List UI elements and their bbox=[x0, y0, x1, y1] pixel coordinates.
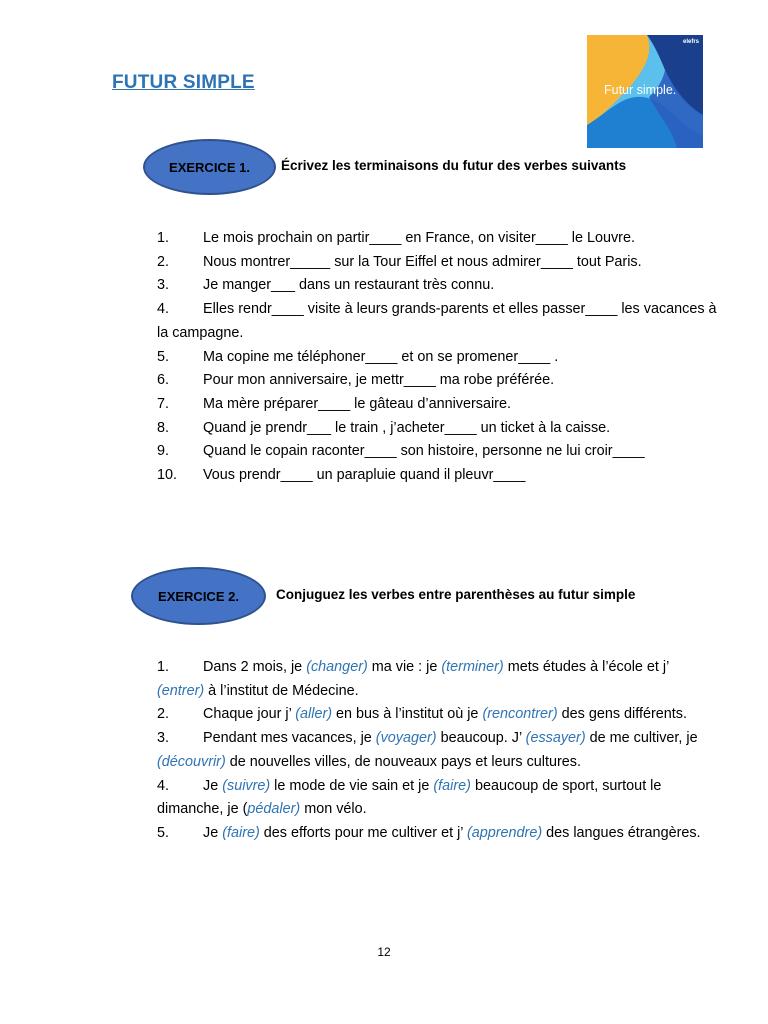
item-number: 3. bbox=[157, 730, 170, 747]
verb-infinitive: (voyager) bbox=[375, 730, 437, 747]
item-text: des gens différents. bbox=[557, 706, 687, 723]
item-text: Quand je prendr___ le train , j’acheter____ un ticket à la caisse. bbox=[203, 419, 611, 436]
list-item bbox=[157, 727, 717, 774]
item-text: Nous montrer_____ sur la Tour Eiffel et nous admirer____ tout Paris. bbox=[203, 253, 642, 270]
item-number: 4. bbox=[157, 301, 170, 318]
list-item bbox=[157, 440, 717, 464]
verb-infinitive: (suivre) bbox=[222, 777, 271, 794]
item-number: 10. bbox=[157, 467, 178, 484]
list-item bbox=[157, 775, 717, 822]
item-number: 5. bbox=[157, 824, 170, 841]
list-item bbox=[157, 251, 717, 275]
item-text: de me cultiver, je bbox=[585, 730, 698, 747]
item-text: Vous prendr____ un parapluie quand il pleuvr____ bbox=[203, 467, 526, 484]
item-number: 8. bbox=[157, 419, 170, 436]
item-number: 1. bbox=[157, 230, 170, 246]
item-number: 2. bbox=[157, 706, 170, 723]
item-text: Ma copine me téléphoner____ et on se promener____ . bbox=[203, 348, 559, 365]
verb-infinitive: (terminer) bbox=[441, 659, 504, 675]
item-text: Je bbox=[203, 824, 223, 841]
list-item bbox=[157, 822, 717, 846]
verb-infinitive: (entrer) bbox=[157, 682, 205, 699]
verb-infinitive: (apprendre) bbox=[466, 824, 543, 841]
item-text: des efforts pour me cultiver et j’ bbox=[259, 824, 467, 841]
exercise-1-instruction: Écrivez les terminaisons du futur des verbes suivants bbox=[281, 158, 627, 173]
verb-infinitive: (aller) bbox=[295, 706, 333, 723]
item-text: à l’institut de Médecine. bbox=[204, 682, 359, 699]
item-text: de nouvelles villes, de nouveaux pays et leurs cultures. bbox=[225, 753, 581, 770]
list-item bbox=[157, 656, 717, 703]
item-text: Ma mère préparer____ le gâteau d’anniversaire. bbox=[203, 395, 511, 412]
item-text: Elles rendr____ visite à leurs grands-parents et elles passer____ les vacances à la campagne. bbox=[157, 301, 717, 341]
verb-infinitive: (essayer) bbox=[525, 730, 586, 747]
page-title: FUTUR SIMPLE bbox=[112, 72, 255, 93]
list-item bbox=[157, 274, 717, 298]
item-number: 4. bbox=[157, 777, 170, 794]
list-item bbox=[157, 227, 717, 251]
item-number: 3. bbox=[157, 277, 170, 294]
item-number: 9. bbox=[157, 443, 170, 460]
exercise-2-badge: EXERCICE 2. bbox=[131, 567, 266, 625]
list-item bbox=[157, 346, 717, 370]
list-item bbox=[157, 298, 717, 345]
list-item bbox=[157, 464, 717, 488]
item-text: mets études à l’école et j’ bbox=[503, 659, 669, 675]
item-text: le mode de vie sain et je bbox=[270, 777, 434, 794]
item-number: 5. bbox=[157, 348, 170, 365]
item-text: beaucoup de sport, surtout le dimanche, je ( bbox=[157, 777, 662, 818]
item-text: Je bbox=[203, 777, 223, 794]
list-item bbox=[157, 369, 717, 393]
item-text: ma vie : je bbox=[367, 659, 442, 675]
item-text: Pendant mes vacances, je bbox=[203, 730, 376, 747]
cover-label: Futur simple. bbox=[604, 83, 677, 97]
list-item bbox=[157, 393, 717, 417]
verb-infinitive: (découvrir) bbox=[157, 753, 226, 770]
verb-infinitive: (faire) bbox=[433, 777, 471, 794]
futur-simple-cover-image bbox=[587, 35, 703, 148]
exercise-1-badge: EXERCICE 1. bbox=[143, 139, 276, 195]
item-number: 6. bbox=[157, 372, 170, 389]
verb-infinitive: (faire) bbox=[222, 824, 260, 841]
item-text: en bus à l’institut où je bbox=[332, 706, 483, 723]
verb-infinitive: pédaler) bbox=[247, 801, 301, 818]
exercise-2-instruction: Conjuguez les verbes entre parenthèses au futur simple bbox=[276, 587, 636, 602]
item-number: 7. bbox=[157, 395, 170, 412]
item-text: beaucoup. J’ bbox=[436, 730, 526, 747]
exercise-2-list bbox=[157, 656, 717, 846]
cover-logo: elefrs bbox=[682, 39, 699, 45]
item-text: Quand le copain raconter____ son histoire, personne ne lui croir____ bbox=[203, 443, 645, 460]
item-text: Chaque jour j’ bbox=[203, 706, 296, 723]
page-number: 12 bbox=[377, 945, 391, 959]
item-text: Le mois prochain on partir____ en France, on visiter____ le Louvre. bbox=[203, 230, 635, 246]
exercise-1-list bbox=[157, 227, 717, 488]
verb-infinitive: (changer) bbox=[306, 659, 368, 675]
item-number: 1. bbox=[157, 659, 170, 675]
verb-infinitive: (rencontrer) bbox=[482, 706, 558, 723]
item-number: 2. bbox=[157, 253, 170, 270]
item-text: des langues étrangères. bbox=[542, 824, 701, 841]
list-item bbox=[157, 703, 717, 727]
item-text: Pour mon anniversaire, je mettr____ ma robe préférée. bbox=[203, 372, 555, 389]
item-text: Je manger___ dans un restaurant très connu. bbox=[203, 277, 495, 294]
item-text: Dans 2 mois, je bbox=[203, 659, 307, 675]
item-text: mon vélo. bbox=[300, 801, 367, 818]
list-item bbox=[157, 417, 717, 441]
